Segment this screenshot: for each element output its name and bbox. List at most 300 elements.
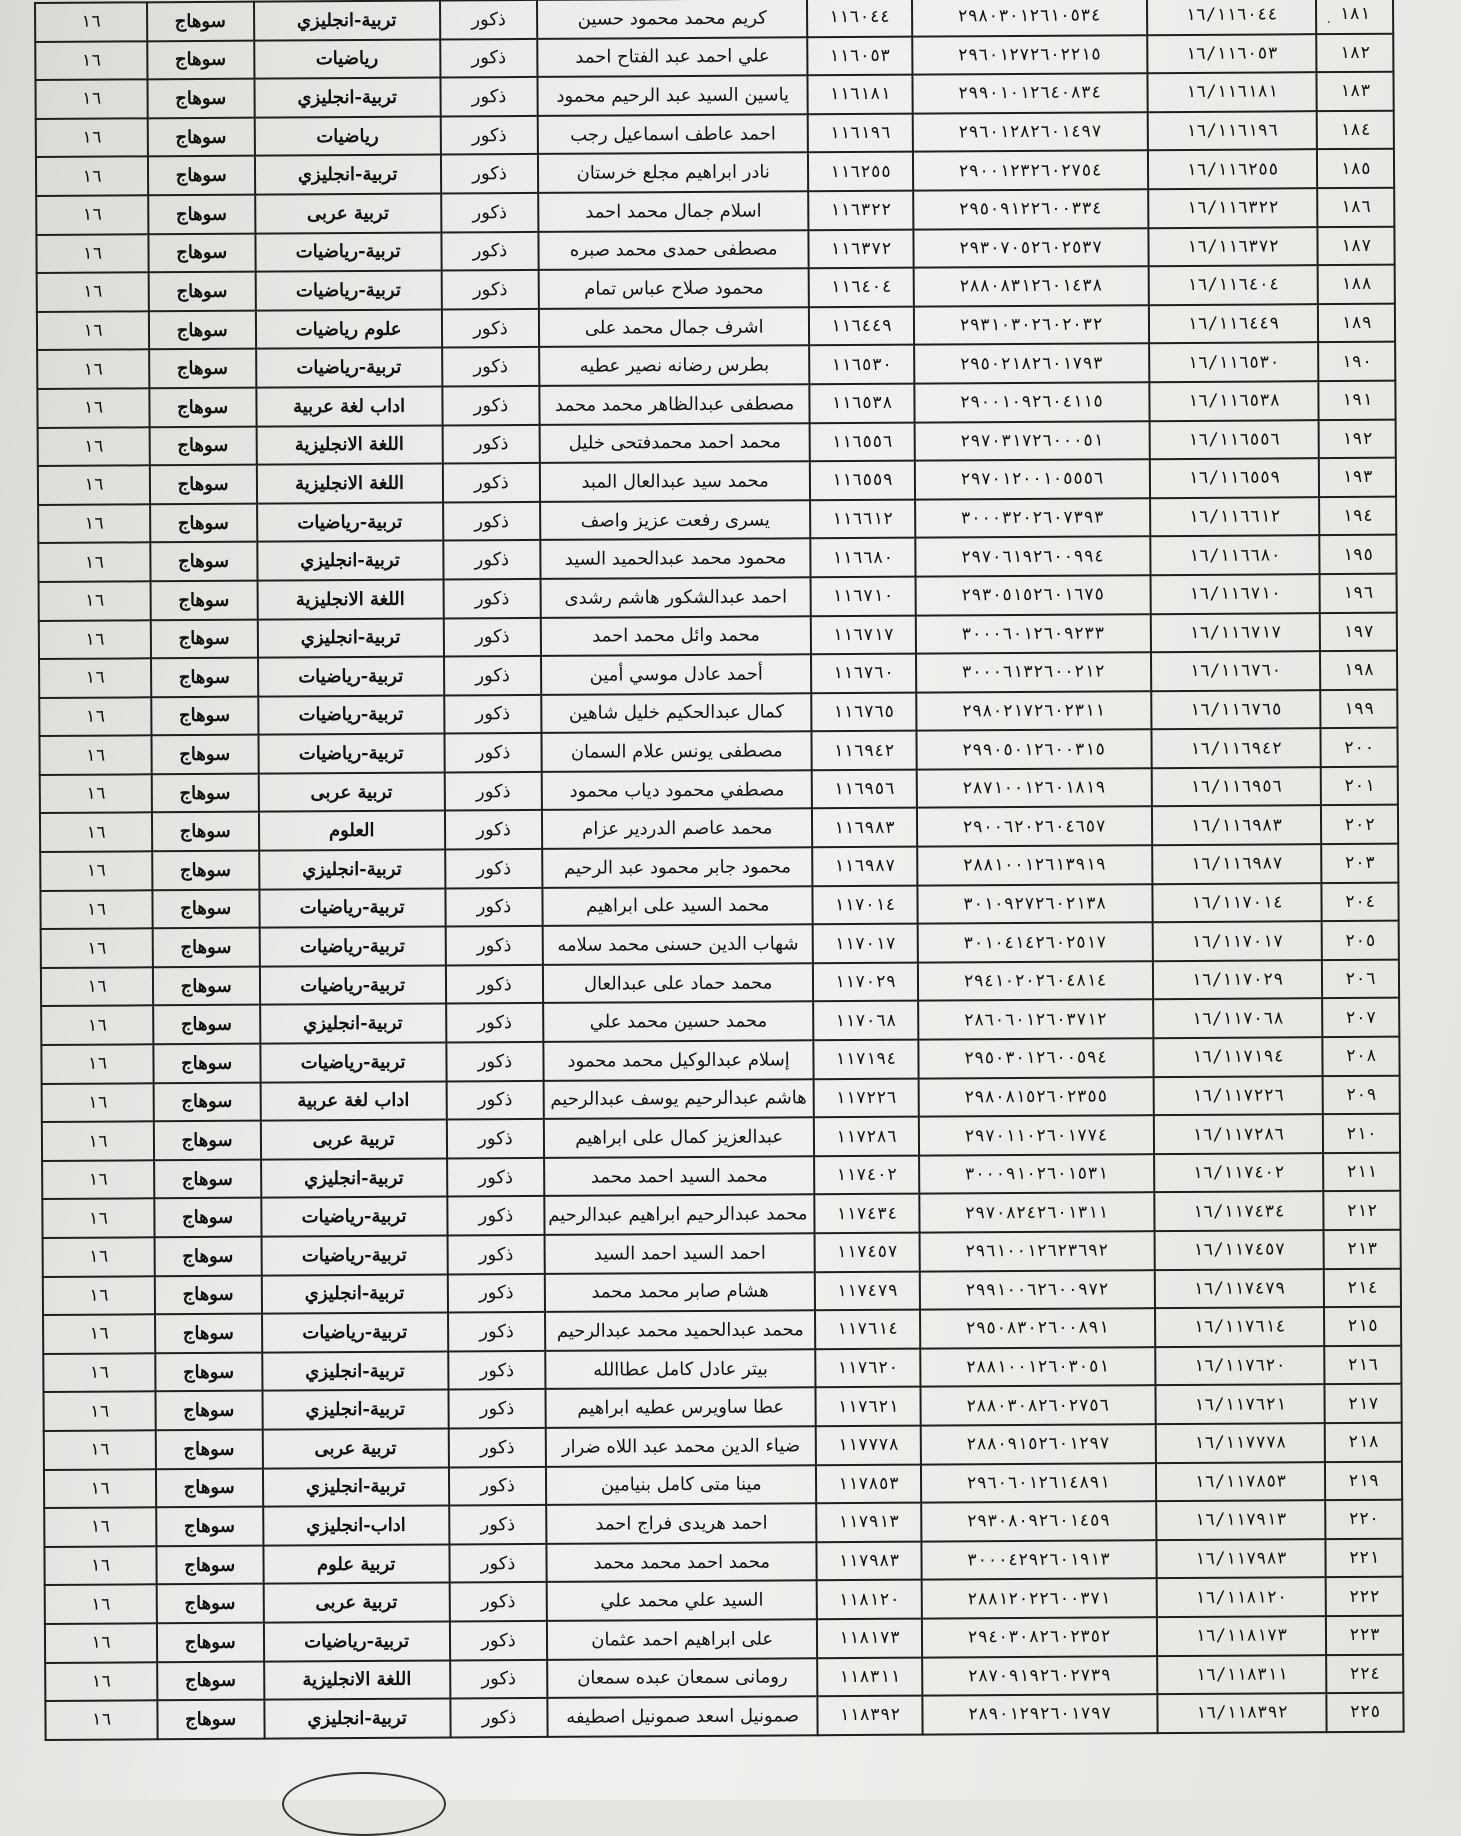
row-specialty: تربية-انجليزي — [262, 1390, 448, 1430]
row-stage: ١٦ — [37, 388, 149, 427]
row-national-id: ٢٩٣٠٨٠٩٢٦٠١٤٥٩ — [921, 1501, 1156, 1541]
row-code: ١٦/١١٦٠٤٤ — [1147, 0, 1317, 35]
row-national-id: ٣٠٠٠٤٢٩٢٦٠١٩١٣ — [921, 1540, 1156, 1580]
row-specialty: تربية-انجليزي — [255, 155, 441, 195]
row-governorate: سوهاج — [150, 503, 257, 542]
row-stage: ١٦ — [37, 311, 149, 350]
row-stage: ١٦ — [36, 157, 148, 196]
row-seq: ٢٠٩ — [1323, 1075, 1400, 1114]
row-seq: ٢١٦ — [1324, 1345, 1401, 1384]
row-seq: ٢١٣ — [1324, 1230, 1401, 1269]
row-stage: ١٦ — [38, 543, 150, 582]
corner-mark: ٠ — [1325, 14, 1333, 30]
row-reg-number: ١١٧٩٨٣ — [816, 1541, 921, 1580]
row-stage: ١٦ — [42, 1160, 154, 1199]
row-code: ١٦/١١٧١٩٤ — [1153, 1037, 1323, 1077]
row-reg-number: ١١٦٩٤٢ — [812, 731, 917, 770]
row-governorate: سوهاج — [154, 1198, 261, 1237]
row-specialty: تربية-رياضيات — [259, 927, 445, 967]
row-gender: ذكور — [446, 965, 544, 1004]
row-specialty: رياضيات — [254, 39, 440, 79]
row-governorate: سوهاج — [157, 1700, 264, 1739]
row-national-id: ٢٩٦٠٦٠١٢٦١٤٨٩١ — [921, 1463, 1156, 1503]
row-reg-number: ١١٦٥٥٩ — [810, 461, 915, 500]
row-specialty: تربية-انجليزي — [254, 1, 440, 41]
row-reg-number: ١١٦٥٣٠ — [809, 345, 914, 384]
row-national-id: ٣٠٠٠٩١٠٢٦٠١٥٣١ — [919, 1154, 1154, 1194]
row-seq: ١٨١ — [1316, 0, 1393, 34]
row-code: ١٦/١١٧٧٧٨ — [1155, 1423, 1325, 1463]
row-national-id: ٢٩٨٠٨١٥٢٦٠٢٣٥٥ — [918, 1077, 1153, 1117]
row-specialty: اللغة الانجليزية — [256, 464, 442, 504]
row-code: ١٦/١١٦٤٠٤ — [1148, 265, 1318, 305]
row-seq: ٢٠٥ — [1322, 921, 1399, 960]
row-gender: ذكور — [445, 810, 543, 849]
row-name: محمد احمد محمد محمد — [547, 1542, 817, 1582]
row-national-id: ٢٩٧٠٣١٧٢٦٠٠٠٥١ — [914, 421, 1149, 461]
row-code: ١٦/١١٦٩٥٦ — [1151, 767, 1321, 807]
row-gender: ذكور — [441, 231, 539, 270]
row-specialty: تربية-رياضيات — [261, 1235, 447, 1275]
row-seq: ١٩٤ — [1319, 496, 1396, 535]
row-governorate: سوهاج — [155, 1430, 262, 1469]
row-governorate: سوهاج — [148, 233, 255, 272]
row-gender: ذكور — [441, 154, 539, 193]
row-governorate: سوهاج — [151, 774, 258, 813]
row-reg-number: ١١٦٩٥٦ — [812, 769, 917, 808]
row-name: محمد وائل محمد احمد — [541, 616, 811, 656]
row-reg-number: ١١٦٤٠٤ — [809, 268, 914, 307]
row-gender: ذكور — [445, 849, 543, 888]
row-reg-number: ١١٦٧١٠ — [811, 577, 916, 616]
row-specialty: تربية-انجليزي — [254, 78, 440, 118]
row-specialty: اللغة الانجليزية — [256, 425, 442, 465]
row-gender: ذكور — [440, 116, 538, 155]
row-code: ١٦/١١٧٤٠٢ — [1154, 1153, 1324, 1193]
row-gender: ذكور — [444, 733, 542, 772]
row-code: ١٦/١١٦٣٧٢ — [1148, 227, 1318, 267]
row-reg-number: ١١٧٤٣٤ — [814, 1194, 919, 1233]
row-governorate: سوهاج — [153, 1044, 260, 1083]
row-stage: ١٦ — [35, 79, 147, 118]
row-seq: ٢٢٥ — [1327, 1693, 1404, 1732]
row-name: محمد سيد عبدالعال المبد — [540, 461, 810, 501]
row-national-id: ٢٩٥٠٨٣٠٢٦٠٠٨٩١ — [920, 1308, 1155, 1348]
row-gender: ذكور — [450, 1621, 548, 1660]
row-code: ١٦/١١٦٥٥٦ — [1149, 420, 1319, 460]
row-national-id: ٢٩٥٠٢١٨٢٦٠١٧٩٣ — [914, 344, 1149, 384]
row-specialty: تربية-رياضيات — [255, 271, 441, 311]
row-name: احمد هريدى فراج احمد — [546, 1503, 816, 1543]
row-name: كريم محمد محمود حسين — [537, 0, 807, 39]
roster-body — [35, 0, 1404, 1740]
row-reg-number: ١١٨٣٩٢ — [817, 1696, 922, 1735]
row-seq: ١٩٣ — [1319, 458, 1396, 497]
row-governorate: سوهاج — [153, 1082, 260, 1121]
row-seq: ٢٠٦ — [1322, 960, 1399, 999]
row-gender: ذكور — [448, 1389, 546, 1428]
row-stage: ١٦ — [40, 774, 152, 813]
row-governorate: سوهاج — [148, 156, 255, 195]
row-specialty: تربية-انجليزي — [257, 618, 443, 658]
row-seq: ١٨٤ — [1317, 110, 1394, 149]
row-specialty: تربية عربى — [258, 772, 444, 812]
row-governorate: سوهاج — [147, 117, 254, 156]
row-national-id: ٢٩٧٠٨٢٤٢٦٠١٣١١ — [919, 1193, 1154, 1233]
row-code: ١٦/١١٦٦٨٠ — [1150, 535, 1320, 575]
row-specialty: تربية-رياضيات — [257, 502, 443, 542]
row-gender: ذكور — [440, 39, 538, 78]
row-code: ١٦/١١٦٧٦٥ — [1151, 690, 1321, 730]
row-gender: ذكور — [442, 463, 540, 502]
row-gender: ذكور — [443, 540, 541, 579]
row-code: ١٦/١١٧٤٥٧ — [1154, 1230, 1324, 1270]
row-seq: ٢٠٨ — [1323, 1037, 1400, 1076]
row-specialty: تربية-انجليزي — [263, 1467, 449, 1507]
row-specialty: تربية-انجليزي — [261, 1158, 447, 1198]
row-stage: ١٦ — [41, 1044, 153, 1083]
row-national-id: ٣٠١٠٤١٤٢٦٠٢٥١٧ — [917, 922, 1152, 962]
row-code: ١٦/١١٧٠١٤ — [1152, 883, 1322, 923]
row-governorate: سوهاج — [152, 928, 259, 967]
row-specialty: تربية عربى — [263, 1583, 449, 1623]
row-national-id: ٢٨٧٠٩١٩٢٦٠٢٧٣٩ — [922, 1656, 1157, 1696]
row-specialty: تربية عربى — [262, 1428, 448, 1468]
row-governorate: سوهاج — [154, 1237, 261, 1276]
row-governorate: سوهاج — [150, 619, 257, 658]
row-name: عطا ساويرس عطيه ابراهيم — [546, 1388, 816, 1428]
row-reg-number: ١١٨١٢٠ — [817, 1580, 922, 1619]
row-national-id: ٢٨٨٠٩١٥٢٦٠١٢٩٧ — [920, 1424, 1155, 1464]
row-seq: ٢١١ — [1323, 1152, 1400, 1191]
row-name: احمد السيد احمد السيد — [545, 1233, 815, 1273]
row-name: اسلام جمال محمد احمد — [538, 191, 808, 231]
row-stage: ١٦ — [41, 1006, 153, 1045]
row-stage: ١٦ — [44, 1469, 156, 1508]
row-name: كمال عبدالحكيم خليل شاهين — [542, 693, 812, 733]
row-specialty: تربية عربى — [260, 1120, 446, 1160]
row-gender: ذكور — [442, 424, 540, 463]
row-specialty: تربية-انجليزي — [260, 1004, 446, 1044]
row-national-id: ٢٩٧٠١١٠٢٦٠١٧٧٤ — [918, 1115, 1153, 1155]
row-name: مصطفى حمدى محمد صبره — [539, 230, 809, 270]
row-specialty: اللغة الانجليزية — [257, 579, 443, 619]
row-seq: ٢٠٤ — [1322, 882, 1399, 921]
row-governorate: سوهاج — [156, 1507, 263, 1546]
row-name: احمد عاطف اسماعيل رجب — [538, 114, 808, 154]
row-national-id: ٣٠٠٠٦٠١٢٦٠٩٢٣٣ — [915, 614, 1150, 654]
row-reg-number: ١١٧٦٢١ — [816, 1387, 921, 1426]
row-national-id: ٣٠١٠٩٢٧٢٦٠٢١٣٨ — [917, 884, 1152, 924]
row-code: ١٦/١١٦١٨١ — [1147, 72, 1317, 112]
row-national-id: ٢٩٨٠٣٠١٢٦١٠٥٣٤ — [912, 0, 1147, 36]
row-code: ١٦/١١٦٥٣٨ — [1149, 381, 1319, 421]
row-governorate: سوهاج — [150, 542, 257, 581]
row-name: هشام صابر محمد محمد — [545, 1272, 815, 1312]
row-national-id: ٢٩٥٠٩١٢٢٦٠٠٣٣٤ — [913, 189, 1148, 229]
row-national-id: ٢٩٩٠١٠١٢٦٤٠٨٣٤ — [912, 73, 1147, 113]
row-stage: ١٦ — [43, 1392, 155, 1431]
row-national-id: ٢٩٩١٠٠٦٢٦٠٠٩٧٢ — [919, 1270, 1154, 1310]
row-national-id: ٢٩٦٠١٢٨٢٦٠١٤٩٧ — [912, 112, 1147, 152]
row-reg-number: ١١٦٤٤٩ — [809, 306, 914, 345]
row-governorate: سوهاج — [151, 658, 258, 697]
row-national-id: ٢٩٩٠٥٠١٢٦٠٠٣١٥ — [916, 729, 1151, 769]
row-code: ١٦/١١٧٢٨٦ — [1153, 1114, 1323, 1154]
row-name: مصطفى يونس علام السمان — [542, 732, 812, 772]
row-name: عبدالعزيز كمال على ابراهيم — [544, 1117, 814, 1157]
row-seq: ١٩٧ — [1320, 612, 1397, 651]
row-seq: ٢٠٢ — [1321, 805, 1398, 844]
row-gender: ذكور — [450, 1659, 548, 1698]
row-reg-number: ١١٦٦٨٠ — [810, 538, 915, 577]
row-seq: ٢٠٣ — [1321, 844, 1398, 883]
row-code: ١٦/١١٦٧٦٠ — [1151, 651, 1321, 691]
row-stage: ١٦ — [43, 1353, 155, 1392]
row-gender: ذكور — [441, 193, 539, 232]
row-seq: ٢٠٧ — [1322, 998, 1399, 1037]
row-governorate: سوهاج — [149, 310, 256, 349]
row-specialty: تربية-رياضيات — [260, 965, 446, 1005]
row-stage: ١٦ — [40, 890, 152, 929]
row-national-id: ٢٩٧٠١٢٠٠١٠٥٥٥٦ — [914, 459, 1149, 499]
row-code: ١٦/١١٧٢٢٦ — [1153, 1076, 1323, 1116]
row-seq: ١٩٩ — [1320, 689, 1397, 728]
row-name: شهاب الدين حسنى محمد سلامه — [543, 925, 813, 965]
row-governorate: سوهاج — [152, 851, 259, 890]
row-national-id: ٢٩٣٠٥١٥٢٦٠١٦٧٥ — [915, 575, 1150, 615]
row-code: ١٦/١١٧٩١٣ — [1156, 1500, 1326, 1540]
row-reg-number: ١١٧٤٧٩ — [815, 1271, 920, 1310]
row-name: ياسين السيد عبد الرحيم محمود — [538, 75, 808, 115]
row-specialty: تربية علوم — [263, 1544, 449, 1584]
row-code: ١٦/١١٧٦٢١ — [1155, 1385, 1325, 1425]
row-seq: ٢١٢ — [1324, 1191, 1401, 1230]
row-name: محمد عبدالرحيم ابراهيم عبدالرحيم — [545, 1195, 815, 1235]
row-seq: ١٨٥ — [1317, 149, 1394, 188]
row-governorate: سوهاج — [156, 1584, 263, 1623]
row-gender: ذكور — [443, 502, 541, 541]
row-seq: ٢١٨ — [1325, 1423, 1402, 1462]
row-gender: ذكور — [446, 1081, 544, 1120]
row-stage: ١٦ — [43, 1276, 155, 1315]
row-stage: ١٦ — [45, 1662, 157, 1701]
row-seq: ٢٢٢ — [1326, 1577, 1403, 1616]
row-seq: ١٩٨ — [1320, 651, 1397, 690]
row-gender: ذكور — [448, 1351, 546, 1390]
row-stage: ١٦ — [44, 1430, 156, 1469]
row-stage: ١٦ — [38, 504, 150, 543]
row-name: نادر ابراهيم مجلع خرستان — [538, 153, 808, 193]
row-seq: ٢١٧ — [1325, 1384, 1402, 1423]
row-national-id: ٢٨٩٠١٢٩٢٦٠١٧٩٧ — [922, 1694, 1157, 1734]
row-seq: ١٩٦ — [1320, 574, 1397, 613]
row-gender: ذكور — [447, 1158, 545, 1197]
row-reg-number: ١١٦٠٥٣ — [807, 36, 912, 75]
row-reg-number: ١١٧٩١٣ — [816, 1503, 921, 1542]
row-reg-number: ١١٧٦١٤ — [815, 1310, 920, 1349]
row-governorate: سوهاج — [157, 1661, 264, 1700]
row-specialty: تربية-انجليزي — [259, 850, 445, 890]
row-national-id: ٢٩٤١٠٢٠٢٦٠٤٨١٤ — [918, 961, 1153, 1001]
row-governorate: سوهاج — [152, 889, 259, 928]
row-code: ١٦/١١٦٧١٠ — [1150, 574, 1320, 614]
row-specialty: تربية-رياضيات — [258, 734, 444, 774]
row-name: علي احمد عبد الفتاح احمد — [538, 37, 808, 77]
row-governorate: سوهاج — [155, 1391, 262, 1430]
row-name: مينا متى كامل بنيامين — [546, 1465, 816, 1505]
row-stage: ١٦ — [39, 697, 151, 736]
row-governorate: سوهاج — [147, 2, 254, 41]
row-gender: ذكور — [440, 0, 538, 39]
row-reg-number: ١١٦١٩٦ — [808, 113, 913, 152]
row-specialty: اللغة الانجليزية — [264, 1660, 450, 1700]
row-stage: ١٦ — [36, 234, 148, 273]
row-code: ١٦/١١٦٢٥٥ — [1147, 150, 1317, 190]
row-code: ١٦/١١٦٩٨٧ — [1152, 844, 1322, 884]
row-seq: ٢٠٠ — [1321, 728, 1398, 767]
row-specialty: تربية-رياضيات — [258, 695, 444, 735]
row-governorate: سوهاج — [147, 40, 254, 79]
row-reg-number: ١١٧٤٠٢ — [814, 1155, 919, 1194]
row-reg-number: ١١٦٩٨٧ — [812, 847, 917, 886]
row-stage: ١٦ — [38, 465, 150, 504]
row-gender: ذكور — [449, 1544, 547, 1583]
row-gender: ذكور — [447, 1235, 545, 1274]
row-seq: ١٨٩ — [1318, 303, 1395, 342]
row-governorate: سوهاج — [150, 465, 257, 504]
row-stage: ١٦ — [45, 1623, 157, 1662]
row-governorate: سوهاج — [151, 735, 258, 774]
row-governorate: سوهاج — [153, 966, 260, 1005]
row-name: بيتر عادل كامل عطاالله — [546, 1349, 816, 1389]
row-specialty: تربية-انجليزي — [261, 1274, 447, 1314]
row-stage: ١٦ — [39, 658, 151, 697]
row-reg-number: ١١٦٣٢٢ — [808, 191, 913, 230]
row-seq: ٢٢٤ — [1326, 1654, 1403, 1693]
row-governorate: سوهاج — [149, 388, 256, 427]
row-national-id: ٢٨٨١٠٠١٢٦٠٣٠٥١ — [920, 1347, 1155, 1387]
row-code: ١٦/١١٨١٧٣ — [1156, 1616, 1326, 1656]
row-reg-number: ١١٧٦٢٠ — [815, 1348, 920, 1387]
row-reg-number: ١١٦٥٥٦ — [810, 422, 915, 461]
row-stage: ١٦ — [44, 1546, 156, 1585]
row-specialty: تربية-انجليزي — [264, 1699, 450, 1739]
row-stage: ١٦ — [44, 1507, 156, 1546]
row-seq: ١٨٧ — [1318, 226, 1395, 265]
row-code: ١٦/١١٧٦١٤ — [1155, 1307, 1325, 1347]
row-reg-number: ١١٧٠١٤ — [812, 885, 917, 924]
row-name: محمود صلاح عباس تمام — [539, 268, 809, 308]
row-national-id: ٢٨٨١٢٠٢٢٦٠٠٣٧١ — [921, 1579, 1156, 1619]
row-stage: ١٦ — [36, 195, 148, 234]
row-code: ١٦/١١٦٥٥٩ — [1149, 458, 1319, 498]
row-stage: ١٦ — [35, 41, 147, 80]
table-row — [45, 1693, 1403, 1740]
row-name: مصطفي محمود دياب محمود — [542, 770, 812, 810]
row-specialty: تربية-رياضيات — [262, 1313, 448, 1353]
row-national-id: ٢٩٣١٠٣٠٢٦٠٢٠٣٢ — [914, 305, 1149, 345]
row-national-id: ٢٩٠٠١٠٩٢٦٠٤١١٥ — [914, 382, 1149, 422]
row-name: على ابراهيم احمد عثمان — [547, 1619, 817, 1659]
row-code: ١٦/١١٦٩٤٢ — [1151, 728, 1321, 768]
row-code: ١٦/١١٦٧١٧ — [1150, 613, 1320, 653]
row-specialty: تربية-رياضيات — [255, 232, 441, 272]
row-national-id: ٢٩٦١٠٠١٢٦٢٣٦٩٢ — [919, 1231, 1154, 1271]
row-code: ١٦/١١٦٠٥٣ — [1147, 34, 1317, 74]
row-name: محمد السيد احمد محمد — [544, 1156, 814, 1196]
row-reg-number: ١١٧٠٢٩ — [813, 962, 918, 1001]
row-specialty: تربية-انجليزي — [262, 1351, 448, 1391]
row-governorate: سوهاج — [149, 426, 256, 465]
row-name: يسرى رفعت عزيز واصف — [540, 500, 810, 540]
row-national-id: ٢٨٨١٠٠١٢٦١٣٩١٩ — [917, 845, 1152, 885]
row-code: ١٦/١١٧٠١٧ — [1152, 921, 1322, 961]
row-governorate: سوهاج — [148, 272, 255, 311]
row-name: إسلام عبدالوكيل محمد محمود — [544, 1040, 814, 1080]
row-gender: ذكور — [440, 77, 538, 116]
row-stage: ١٦ — [41, 967, 153, 1006]
row-code: ١٦/١١٦٦١٢ — [1150, 497, 1320, 537]
row-national-id: ٢٨٦٠٦٠١٢٦٠٣٧١٢ — [918, 1000, 1153, 1040]
row-seq: ٢١٥ — [1324, 1307, 1401, 1346]
row-stage: ١٦ — [37, 350, 149, 389]
row-specialty: اداب-انجليزي — [263, 1506, 449, 1546]
row-reg-number: ١١٦٧٦٥ — [811, 692, 916, 731]
row-name: محمد احمد محمدفتحى خليل — [540, 423, 810, 463]
row-gender: ذكور — [443, 579, 541, 618]
row-name: ضياء الدين محمد عبد اللاه ضرار — [546, 1426, 816, 1466]
row-governorate: سوهاج — [150, 581, 257, 620]
row-national-id: ٣٠٠٠٣٢٠٢٦٠٧٣٩٣ — [915, 498, 1150, 538]
row-national-id: ٢٨٨٠٨٣١٢٦٠١٤٣٨ — [913, 266, 1148, 306]
row-code: ١٦/١١٨١٢٠ — [1156, 1577, 1326, 1617]
row-national-id: ٢٨٨٠٣٠٨٢٦٠٢٧٥٦ — [920, 1386, 1155, 1426]
row-name: محمود محمد عبدالحميد السيد — [541, 539, 811, 579]
row-gender: ذكور — [445, 888, 543, 927]
row-stage: ١٦ — [41, 929, 153, 968]
row-name: صمونيل اسعد صمونيل اصطيفه — [548, 1696, 818, 1736]
row-stage: ١٦ — [40, 851, 152, 890]
row-gender: ذكور — [444, 695, 542, 734]
row-specialty: اداب لغة عربية — [260, 1081, 446, 1121]
row-governorate: سوهاج — [154, 1121, 261, 1160]
row-stage: ١٦ — [39, 736, 151, 775]
row-seq: ٢٠١ — [1321, 767, 1398, 806]
row-gender: ذكور — [442, 309, 540, 348]
row-code: ١٦/١١٨٣١١ — [1157, 1655, 1327, 1695]
row-governorate: سوهاج — [157, 1623, 264, 1662]
row-name: محمد عبدالحميد محمد عبدالرحيم — [545, 1310, 815, 1350]
row-seq: ١٩٢ — [1319, 419, 1396, 458]
row-stage: ١٦ — [35, 2, 147, 41]
row-stage: ١٦ — [40, 813, 152, 852]
row-stage: ١٦ — [42, 1199, 154, 1238]
row-reg-number: ١١٧٠١٧ — [813, 924, 918, 963]
row-gender: ذكور — [447, 1196, 545, 1235]
row-reg-number: ١١٦٧٦٠ — [811, 654, 916, 693]
row-national-id: ٢٨٧١٠٠١٢٦٠١٨١٩ — [916, 768, 1151, 808]
row-reg-number: ١١٦٥٣٨ — [809, 384, 914, 423]
row-code: ١٦/١١٦٩٨٣ — [1151, 806, 1321, 846]
row-seq: ١٨٦ — [1317, 188, 1394, 227]
row-stage: ١٦ — [43, 1314, 155, 1353]
row-code: ١٦/١١٦١٩٦ — [1147, 111, 1317, 151]
row-reg-number: ١١٧٠٦٨ — [813, 1001, 918, 1040]
row-name: أحمد عادل موسي أمين — [541, 654, 811, 694]
row-stage: ١٦ — [42, 1122, 154, 1161]
row-gender: ذكور — [446, 1119, 544, 1158]
